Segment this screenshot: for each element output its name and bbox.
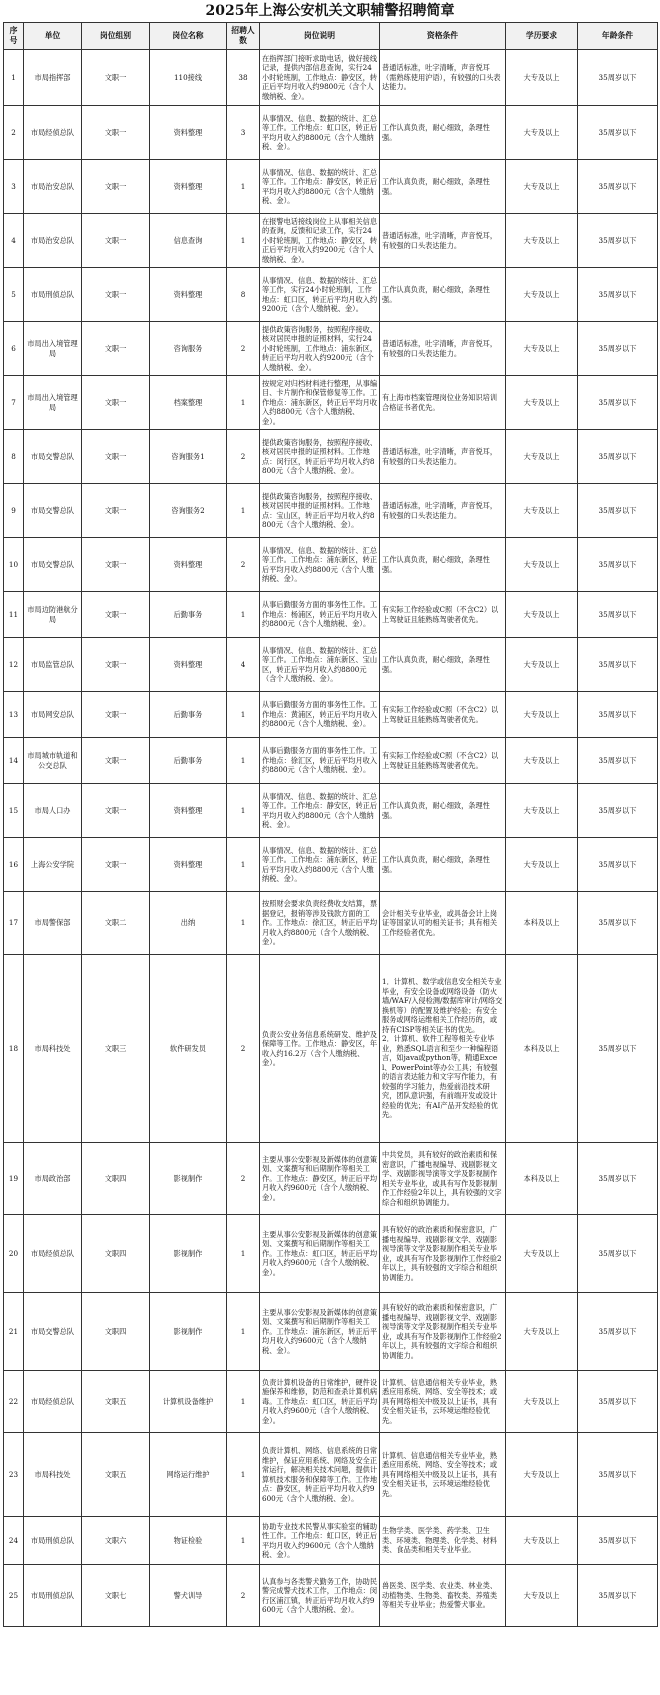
cell-unit: 市局刑侦总队 <box>24 1565 82 1627</box>
cell-index: 8 <box>4 430 24 484</box>
cell-description: 协助专业技术民警从事实验室的辅助性工作。工作地点：虹口区，转正后平均月收入约9600元（含个人缴纳税、金）。 <box>260 1517 380 1565</box>
cell-education: 大专及以上 <box>506 322 578 376</box>
table-row <box>4 1143 658 1215</box>
table-row <box>4 322 658 376</box>
cell-group: 文职一 <box>82 638 150 692</box>
cell-group: 文职一 <box>82 738 150 784</box>
cell-description: 在指挥部门接听求助电话，做好接线记录，提供内部信息查询，实行24小时轮班制，工作地点：静安区，转正后平均月收入约9800元（含个人缴纳税、金）。 <box>260 50 380 106</box>
cell-education: 大专及以上 <box>506 106 578 160</box>
header-description: 岗位说明 <box>260 23 380 50</box>
cell-education: 大专及以上 <box>506 50 578 106</box>
cell-group: 文职六 <box>82 1517 150 1565</box>
cell-position: 资料整理 <box>150 106 227 160</box>
table-body <box>4 50 658 1627</box>
cell-description: 从事情况、信息、数据的统计、汇总等工作。工作地点：静安区，转正后平均月收入约8800元（含个人缴纳税、金）。 <box>260 160 380 214</box>
cell-group: 文职一 <box>82 50 150 106</box>
cell-group: 文职一 <box>82 692 150 738</box>
cell-age: 35周岁以下 <box>578 430 658 484</box>
cell-age: 35周岁以下 <box>578 322 658 376</box>
cell-position: 计算机设备维护 <box>150 1371 227 1433</box>
cell-requirements: 计算机、信息通信相关专业毕业，熟悉应用系统、网络、安全等技术；或具有网络相关中级及以上证书，具有安全相关证书，云环境运维经验优先。 <box>380 1371 506 1433</box>
cell-unit: 市局交警总队 <box>24 538 82 592</box>
cell-count: 1 <box>227 892 260 955</box>
cell-index: 5 <box>4 268 24 322</box>
cell-unit: 市局治安总队 <box>24 214 82 268</box>
cell-age: 35周岁以下 <box>578 738 658 784</box>
cell-age: 35周岁以下 <box>578 1565 658 1627</box>
cell-education: 大专及以上 <box>506 1517 578 1565</box>
cell-index: 12 <box>4 638 24 692</box>
header-education: 学历要求 <box>506 23 578 50</box>
cell-description: 主要从事公安影视及新媒体的创意策划、文案撰写和后期制作等相关工作。工作地点：虹口区，转正后平均月收入约9600元（含个人缴纳税、金）。 <box>260 1215 380 1293</box>
cell-count: 1 <box>227 376 260 430</box>
cell-index: 10 <box>4 538 24 592</box>
cell-count: 1 <box>227 592 260 638</box>
cell-position: 信息查询 <box>150 214 227 268</box>
cell-age: 35周岁以下 <box>578 784 658 838</box>
cell-requirements: 普通话标准，吐字清晰，声音悦耳，有较强的口头表达能力。 <box>380 430 506 484</box>
cell-requirements: 普通话标准，吐字清晰，声音悦耳，有较强的口头表达能力。 <box>380 214 506 268</box>
cell-count: 1 <box>227 1371 260 1433</box>
cell-unit: 市局刑侦总队 <box>24 268 82 322</box>
cell-age: 35周岁以下 <box>578 692 658 738</box>
cell-position: 后勤事务 <box>150 738 227 784</box>
cell-index: 3 <box>4 160 24 214</box>
cell-age: 35周岁以下 <box>578 160 658 214</box>
cell-index: 6 <box>4 322 24 376</box>
cell-unit: 市局科技处 <box>24 955 82 1143</box>
cell-group: 文职一 <box>82 538 150 592</box>
table-row <box>4 1565 658 1627</box>
cell-position: 影视制作 <box>150 1293 227 1371</box>
cell-index: 17 <box>4 892 24 955</box>
cell-index: 14 <box>4 738 24 784</box>
cell-unit: 市局人口办 <box>24 784 82 838</box>
cell-requirements: 有实际工作经验或C照（不含C2）以上驾驶证且能熟练驾驶者优先。 <box>380 692 506 738</box>
cell-position: 资料整理 <box>150 538 227 592</box>
cell-position: 影视制作 <box>150 1215 227 1293</box>
cell-group: 文职三 <box>82 955 150 1143</box>
header-group: 岗位组别 <box>82 23 150 50</box>
cell-group: 文职一 <box>82 484 150 538</box>
cell-position: 警犬训导 <box>150 1565 227 1627</box>
header-count: 招聘人数 <box>227 23 260 50</box>
cell-description: 从事后勤服务方面的事务性工作。工作地点：徐汇区，转正后平均月收入约8800元（含个人缴纳税、金）。 <box>260 738 380 784</box>
cell-education: 大专及以上 <box>506 538 578 592</box>
cell-requirements: 普通话标准，吐字清晰，声音悦耳，有较强的口头表达能力。 <box>380 322 506 376</box>
cell-group: 文职四 <box>82 1143 150 1215</box>
cell-index: 22 <box>4 1371 24 1433</box>
table-row <box>4 955 658 1143</box>
table-row <box>4 50 658 106</box>
cell-group: 文职一 <box>82 592 150 638</box>
cell-education: 大专及以上 <box>506 484 578 538</box>
cell-position: 资料整理 <box>150 838 227 892</box>
table-row <box>4 784 658 838</box>
cell-unit: 市局经侦总队 <box>24 106 82 160</box>
cell-unit: 市局交警总队 <box>24 484 82 538</box>
cell-description: 从事情况、信息、数据的统计、汇总等工作。工作地点：浦东新区、宝山区，转正后平均月收入约8800元（含个人缴纳税、金）。 <box>260 638 380 692</box>
cell-education: 大专及以上 <box>506 160 578 214</box>
cell-description: 从事情况、信息、数据的统计、汇总等工作。工作地点：浦东新区，转正后平均月收入约8800元（含个人缴纳税、金）。 <box>260 538 380 592</box>
cell-unit: 上海公安学院 <box>24 838 82 892</box>
table-row <box>4 484 658 538</box>
cell-requirements: 有实际工作经验或C照（不含C2）以上驾驶证且能熟练驾驶者优先。 <box>380 592 506 638</box>
cell-description: 主要从事公安影视及新媒体的创意策划、文案撰写和后期制作等相关工作。工作地点：静安区，转正后平均月收入约9600元（含个人缴纳税、金）。 <box>260 1143 380 1215</box>
cell-position: 影视制作 <box>150 1143 227 1215</box>
cell-age: 35周岁以下 <box>578 268 658 322</box>
cell-unit: 市局交警总队 <box>24 1293 82 1371</box>
cell-age: 35周岁以下 <box>578 1433 658 1517</box>
cell-requirements: 工作认真负责，耐心细致，条理性强。 <box>380 838 506 892</box>
cell-position: 资料整理 <box>150 638 227 692</box>
cell-count: 1 <box>227 1433 260 1517</box>
cell-unit: 市局网安总队 <box>24 692 82 738</box>
cell-count: 1 <box>227 484 260 538</box>
cell-count: 3 <box>227 106 260 160</box>
cell-description: 在报警电话接线岗位上从事相关信息的查询，反馈和记录工作，实行24小时轮班制，工作地点：静安区，转正后平均月收入约9200元（含个人缴纳税、金）。 <box>260 214 380 268</box>
cell-unit: 市局治安总队 <box>24 160 82 214</box>
table-row <box>4 592 658 638</box>
cell-unit: 市局政治部 <box>24 1143 82 1215</box>
cell-education: 大专及以上 <box>506 1565 578 1627</box>
cell-education: 大专及以上 <box>506 430 578 484</box>
table-row <box>4 1371 658 1433</box>
cell-position: 软件研发员 <box>150 955 227 1143</box>
cell-index: 13 <box>4 692 24 738</box>
cell-age: 35周岁以下 <box>578 592 658 638</box>
table-row <box>4 106 658 160</box>
cell-description: 从事情况、信息、数据的统计、汇总等工作。工作地点：静安区，转正后平均月收入约8800元（含个人缴纳税、金）。 <box>260 784 380 838</box>
cell-age: 35周岁以下 <box>578 538 658 592</box>
cell-index: 19 <box>4 1143 24 1215</box>
cell-requirements: 有实际工作经验或C照（不含C2）以上驾驶证且能熟练驾驶者优先。 <box>380 738 506 784</box>
cell-unit: 市局交警总队 <box>24 430 82 484</box>
cell-description: 从事情况、信息、数据的统计、汇总等工作。工作地点：虹口区，转正后平均月收入约8800元（含个人缴纳税、金）。 <box>260 106 380 160</box>
table-row <box>4 430 658 484</box>
cell-description: 提供政策咨询服务，按照程序接收、核对居民申报的证照材料。工作地点：宝山区，转正后平均月收入约8800元（含个人缴纳税、金）。 <box>260 484 380 538</box>
table-row <box>4 838 658 892</box>
table-row <box>4 214 658 268</box>
cell-count: 38 <box>227 50 260 106</box>
table-row <box>4 1433 658 1517</box>
cell-description: 认真参与各类警犬勤务工作，协助民警完成警犬技术工作，工作地点：闵行区浦江镇，转正后平均月收入约9600元（含个人缴纳税、金）。 <box>260 1565 380 1627</box>
cell-group: 文职一 <box>82 838 150 892</box>
table-row <box>4 892 658 955</box>
cell-age: 35周岁以下 <box>578 1143 658 1215</box>
cell-requirements: 生物学类、医学类、药学类、卫生类、环境类、物理类、化学类、材料类、食品类和相关专业毕业。 <box>380 1517 506 1565</box>
cell-requirements: 工作认真负责，耐心细致，条理性强。 <box>380 638 506 692</box>
cell-education: 大专及以上 <box>506 1371 578 1433</box>
cell-count: 8 <box>227 268 260 322</box>
table-row <box>4 160 658 214</box>
cell-education: 大专及以上 <box>506 638 578 692</box>
cell-education: 大专及以上 <box>506 1293 578 1371</box>
cell-education: 大专及以上 <box>506 1433 578 1517</box>
cell-age: 35周岁以下 <box>578 1517 658 1565</box>
cell-index: 1 <box>4 50 24 106</box>
cell-description: 按规定对归档材料进行整理，从事编目、卡片制作和保管修复等工作。工作地点：浦东新区，转正后平均月收入约8800元（含个人缴纳税、金）。 <box>260 376 380 430</box>
header-index: 序号 <box>4 23 24 50</box>
cell-index: 21 <box>4 1293 24 1371</box>
header-position: 岗位名称 <box>150 23 227 50</box>
cell-count: 2 <box>227 430 260 484</box>
cell-count: 2 <box>227 322 260 376</box>
cell-education: 本科及以上 <box>506 955 578 1143</box>
header-requirements: 资格条件 <box>380 23 506 50</box>
cell-position: 网络运行维护 <box>150 1433 227 1517</box>
cell-count: 2 <box>227 1143 260 1215</box>
cell-requirements: 具有较好的政治素质和保密意识，广播电视编导、戏剧影视文学、戏剧影视导演等文学及影视制作相关专业毕业，或具有写作及影视制作工作经验2年以上，具有较强的文字综合和组织协调能力。 <box>380 1215 506 1293</box>
cell-index: 2 <box>4 106 24 160</box>
cell-age: 35周岁以下 <box>578 50 658 106</box>
cell-unit: 市局指挥部 <box>24 50 82 106</box>
cell-count: 1 <box>227 160 260 214</box>
cell-group: 文职一 <box>82 214 150 268</box>
cell-group: 文职二 <box>82 892 150 955</box>
cell-description: 负责计算机、网络、信息系统的日常维护，保证应用系统、网络及安全正常运行，解决相关技术问题，提供计算机技术服务和保障等工作。工作地点：静安区，转正后平均月收入约9600元（含个人缴纳税、金）。 <box>260 1433 380 1517</box>
cell-education: 大专及以上 <box>506 784 578 838</box>
cell-description: 从事情况、信息、数据的统计、汇总等工作，实行24小时轮班制，工作地点：虹口区，转正后平均月收入约9200元（含个人缴纳税、金）。 <box>260 268 380 322</box>
cell-description: 提供政策咨询服务，按照程序接收、核对居民申报的证照材料，实行24小时轮班制，工作地点：浦东新区，转正后平均月收入约9200元（含个人缴纳税、金）。 <box>260 322 380 376</box>
cell-requirements: 有上海市档案管理岗位业务知识培训合格证书者优先。 <box>380 376 506 430</box>
cell-age: 35周岁以下 <box>578 1293 658 1371</box>
cell-group: 文职四 <box>82 1293 150 1371</box>
cell-unit: 市局出入境管理局 <box>24 376 82 430</box>
cell-education: 大专及以上 <box>506 376 578 430</box>
cell-count: 1 <box>227 1293 260 1371</box>
cell-count: 2 <box>227 955 260 1143</box>
table-row <box>4 268 658 322</box>
recruitment-table <box>3 22 658 1627</box>
cell-count: 1 <box>227 692 260 738</box>
cell-position: 咨询服务 <box>150 322 227 376</box>
cell-index: 25 <box>4 1565 24 1627</box>
cell-group: 文职一 <box>82 268 150 322</box>
cell-position: 物证检验 <box>150 1517 227 1565</box>
cell-education: 大专及以上 <box>506 692 578 738</box>
cell-position: 资料整理 <box>150 160 227 214</box>
table-row <box>4 738 658 784</box>
cell-index: 16 <box>4 838 24 892</box>
cell-count: 1 <box>227 738 260 784</box>
cell-description: 按照财会要求负责经费收支结算，票据登记，报销等涉及钱款方面的工作。工作地点：徐汇区，转正后平均月收入约8800元（含个人缴纳税、金）。 <box>260 892 380 955</box>
cell-age: 35周岁以下 <box>578 838 658 892</box>
cell-count: 1 <box>227 214 260 268</box>
cell-description: 负责公安业务信息系统研发、维护及保障等工作。工作地点：静安区，年收入约16.2万（含个人缴纳税、金）。 <box>260 955 380 1143</box>
cell-age: 35周岁以下 <box>578 214 658 268</box>
cell-position: 咨询服务2 <box>150 484 227 538</box>
cell-position: 110接线 <box>150 50 227 106</box>
cell-requirements: 会计相关专业毕业，或具备会计上岗证等国家认可的相关证书；具有相关工作经验者优先。 <box>380 892 506 955</box>
cell-description: 主要从事公安影视及新媒体的创意策划、文案撰写和后期制作等相关工作。工作地点：浦东新区，转正后平均月收入约9600元（含个人缴纳税、金）。 <box>260 1293 380 1371</box>
cell-index: 18 <box>4 955 24 1143</box>
cell-requirements: 普通话标准，吐字清晰，声音悦耳（需熟练使用沪语），有较强的口头表达能力。 <box>380 50 506 106</box>
cell-group: 文职四 <box>82 1215 150 1293</box>
table-row <box>4 376 658 430</box>
cell-unit: 市局刑侦总队 <box>24 1517 82 1565</box>
cell-position: 咨询服务1 <box>150 430 227 484</box>
table-row <box>4 692 658 738</box>
cell-requirements: 具有较好的政治素质和保密意识，广播电视编导、戏剧影视文学、戏剧影视导演等文学及影视制作相关专业毕业，或具有写作及影视制作工作经验2年以上，具有较强的文字综合和组织协调能力。 <box>380 1293 506 1371</box>
cell-index: 11 <box>4 592 24 638</box>
cell-position: 资料整理 <box>150 784 227 838</box>
cell-requirements: 工作认真负责，耐心细致，条理性强。 <box>380 784 506 838</box>
document-title: 2025年上海公安机关文职辅警招聘简章 <box>205 3 455 19</box>
cell-description: 负责计算机设备的日常维护，硬件设施保养和维修，防范和查杀计算机病毒。工作地点：虹口区，转正后平均月收入约9600元（含个人缴纳税、金）。 <box>260 1371 380 1433</box>
cell-count: 1 <box>227 784 260 838</box>
cell-unit: 市局出入境管理局 <box>24 322 82 376</box>
cell-position: 资料整理 <box>150 268 227 322</box>
cell-education: 本科及以上 <box>506 892 578 955</box>
cell-unit: 市局城市轨道和公交总队 <box>24 738 82 784</box>
cell-index: 9 <box>4 484 24 538</box>
cell-requirements: 工作认真负责，耐心细致，条理性强。 <box>380 538 506 592</box>
cell-index: 7 <box>4 376 24 430</box>
cell-group: 文职五 <box>82 1433 150 1517</box>
cell-count: 2 <box>227 538 260 592</box>
cell-group: 文职一 <box>82 430 150 484</box>
cell-group: 文职一 <box>82 160 150 214</box>
cell-position: 后勤事务 <box>150 692 227 738</box>
table-row <box>4 638 658 692</box>
cell-age: 35周岁以下 <box>578 484 658 538</box>
cell-group: 文职一 <box>82 106 150 160</box>
cell-age: 35周岁以下 <box>578 892 658 955</box>
cell-count: 1 <box>227 838 260 892</box>
table-row <box>4 538 658 592</box>
table-row <box>4 1215 658 1293</box>
cell-description: 从事情况、信息、数据的统计、汇总等工作。工作地点：浦东新区，转正后平均月收入约8800元（含个人缴纳税、金）。 <box>260 838 380 892</box>
cell-education: 大专及以上 <box>506 592 578 638</box>
cell-requirements: 中共党员，具有较好的政治素质和保密意识，广播电视编导、戏剧影视文学、戏剧影视导演等文学及影视制作相关专业毕业，或具有写作及影视制作工作经验2年以上，具有较强的文字综合和组织协调能力。 <box>380 1143 506 1215</box>
cell-index: 23 <box>4 1433 24 1517</box>
cell-unit: 市局科技处 <box>24 1433 82 1517</box>
cell-group: 文职七 <box>82 1565 150 1627</box>
cell-requirements: 工作认真负责，耐心细致，条理性强。 <box>380 106 506 160</box>
table-row <box>4 1517 658 1565</box>
cell-unit: 市局经侦总队 <box>24 1371 82 1433</box>
table-row <box>4 1293 658 1371</box>
cell-index: 20 <box>4 1215 24 1293</box>
cell-position: 后勤事务 <box>150 592 227 638</box>
table-header-row <box>4 23 658 50</box>
cell-count: 2 <box>227 1565 260 1627</box>
cell-requirements: 工作认真负责，耐心细致，条理性强。 <box>380 160 506 214</box>
cell-education: 大专及以上 <box>506 738 578 784</box>
cell-position: 出纳 <box>150 892 227 955</box>
cell-position: 档案整理 <box>150 376 227 430</box>
cell-group: 文职一 <box>82 376 150 430</box>
cell-group: 文职五 <box>82 1371 150 1433</box>
header-unit: 单位 <box>24 23 82 50</box>
cell-age: 35周岁以下 <box>578 1371 658 1433</box>
cell-education: 大专及以上 <box>506 268 578 322</box>
cell-count: 4 <box>227 638 260 692</box>
cell-age: 35周岁以下 <box>578 106 658 160</box>
cell-requirements: 兽医类、医学类、农业类、林业类、动植物类、生物类、畜牧类、养殖类等相关专业毕业；热爱警犬事业。 <box>380 1565 506 1627</box>
cell-count: 1 <box>227 1517 260 1565</box>
cell-index: 24 <box>4 1517 24 1565</box>
cell-index: 4 <box>4 214 24 268</box>
cell-education: 大专及以上 <box>506 1215 578 1293</box>
cell-age: 35周岁以下 <box>578 638 658 692</box>
cell-requirements: 1．计算机、数学或信息安全相关专业毕业，有安全设备或网络设备（防火墙/WAF/入侵检测/数据库审计/网络交换机等）的配置及维护经验；有安全服务或网络运维相关工作经历的，或持有CISP等相关证书的优先。 2．计算机、软件工程等相关专业毕业，熟悉SQL语言和至少一种编程语言，如java或python等，精通Excel、PowerPoint等办公工具；有较强的语言表达能力和文字写作能力，有较强的学习能力，热爱前沿技术研究，团队意识强，有前端开发或设计经验的优先；有AI产品开发经验的优先。 <box>380 955 506 1143</box>
cell-unit: 市局监管总队 <box>24 638 82 692</box>
cell-unit: 市局警保部 <box>24 892 82 955</box>
cell-unit: 市局边防港航分局 <box>24 592 82 638</box>
cell-requirements: 工作认真负责，耐心细致，条理性强。 <box>380 268 506 322</box>
cell-unit: 市局经侦总队 <box>24 1215 82 1293</box>
cell-group: 文职一 <box>82 322 150 376</box>
cell-age: 35周岁以下 <box>578 376 658 430</box>
cell-age: 35周岁以下 <box>578 955 658 1143</box>
header-age: 年龄条件 <box>578 23 658 50</box>
cell-requirements: 计算机、信息通信相关专业毕业，熟悉应用系统、网络、安全等技术；或具有网络相关中级及以上证书，具有安全相关证书，云环境运维经验优先。 <box>380 1433 506 1517</box>
cell-requirements: 普通话标准，吐字清晰，声音悦耳，有较强的口头表达能力。 <box>380 484 506 538</box>
cell-description: 提供政策咨询服务，按照程序接收、核对居民申报的证照材料。工作地点：闵行区，转正后平均月收入约8800元（含个人缴纳税、金）。 <box>260 430 380 484</box>
cell-age: 35周岁以下 <box>578 1215 658 1293</box>
cell-education: 本科及以上 <box>506 1143 578 1215</box>
cell-group: 文职一 <box>82 784 150 838</box>
cell-count: 1 <box>227 1215 260 1293</box>
cell-education: 大专及以上 <box>506 214 578 268</box>
cell-education: 大专及以上 <box>506 838 578 892</box>
cell-description: 从事后勤服务方面的事务性工作。工作地点：杨浦区，转正后平均月收入约8800元（含个人缴纳税、金）。 <box>260 592 380 638</box>
cell-index: 15 <box>4 784 24 838</box>
cell-description: 从事后勤服务方面的事务性工作。工作地点：黄浦区，转正后平均月收入约8800元（含个人缴纳税、金）。 <box>260 692 380 738</box>
